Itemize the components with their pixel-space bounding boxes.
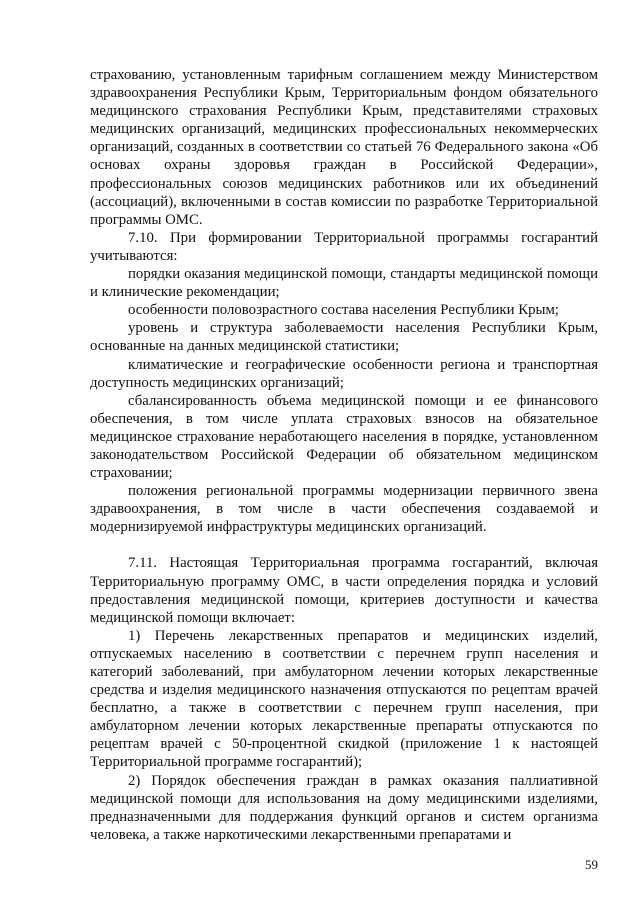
page-number: 59 bbox=[585, 857, 598, 872]
paragraph: 7.10. При формировании Территориальной программы госгарантий учитываются: bbox=[90, 229, 598, 264]
document-page bbox=[90, 66, 598, 844]
paragraph: сбалансированность объема медицинской помощи и ее финансового обеспечения, в том числе уплата страховых взносов на обязательное медицинское страхование неработающего населения в порядке, установленном законодательством Российской Федерации об обязательном медицинском страховании; bbox=[90, 392, 598, 482]
paragraph-gap bbox=[90, 536, 598, 554]
paragraph: страхованию, установленным тарифным соглашением между Министерством здравоохранения Республики Крым, Территориальным фондом обязательного медицинского страхования Республики Крым, представителями страховых медицинских организаций, медицинских профессиональных некоммерческих организаций, созданных в соответствии со статьей 76 Федерального закона «Об основах охраны здоровья граждан в Российской Федерации», профессиональных союзов медицинских работников или их объединений (ассоциаций), включенными в состав комиссии по разработке Территориальной программы ОМС. bbox=[90, 67, 598, 228]
paragraph: 7.11. Настоящая Территориальная программа госгарантий, включая Территориальную программу ОМС, в части определения порядка и условий предоставления медицинской помощи, критериев доступности и качества медицинской помощи включает: bbox=[90, 555, 598, 626]
paragraph: особенности половозрастного состава населения Республики Крым; bbox=[128, 302, 559, 319]
paragraph: уровень и структура заболеваемости населения Республики Крым, основанные на данных медицинской статистики; bbox=[90, 320, 598, 355]
paragraph: климатические и географические особенности региона и транспортная доступность медицинских организаций; bbox=[90, 356, 598, 391]
paragraph: порядки оказания медицинской помощи, стандарты медицинской помощи и клинические рекомендации; bbox=[90, 266, 598, 301]
paragraph: 1) Перечень лекарственных препаратов и медицинских изделий, отпускаемых населению в соответствии с перечнем групп населения и категорий заболеваний, при амбулаторном лечении которых лекарственные средства и изделия медицинского назначения отпускаются по рецептам врачей бесплатно, а также в соответствии с перечнем групп населения, при амбулаторном лечении которых лекарственные препараты отпускаются по рецептам врачей с 50-процентной скидкой (приложение 1 к настоящей Территориальной программе госгарантий); bbox=[90, 627, 598, 771]
paragraph: 2) Порядок обеспечения граждан в рамках оказания паллиативной медицинской помощи для использования на дому медицинскими изделиями, предназначенными для поддержания функций органов и систем организма человека, а также наркотическими лекарственными препаратами и bbox=[90, 772, 598, 843]
paragraph: положения региональной программы модернизации первичного звена здравоохранения, в том числе в части обеспечения создаваемой и модернизируемой инфраструктуры медицинских организаций. bbox=[90, 483, 598, 536]
